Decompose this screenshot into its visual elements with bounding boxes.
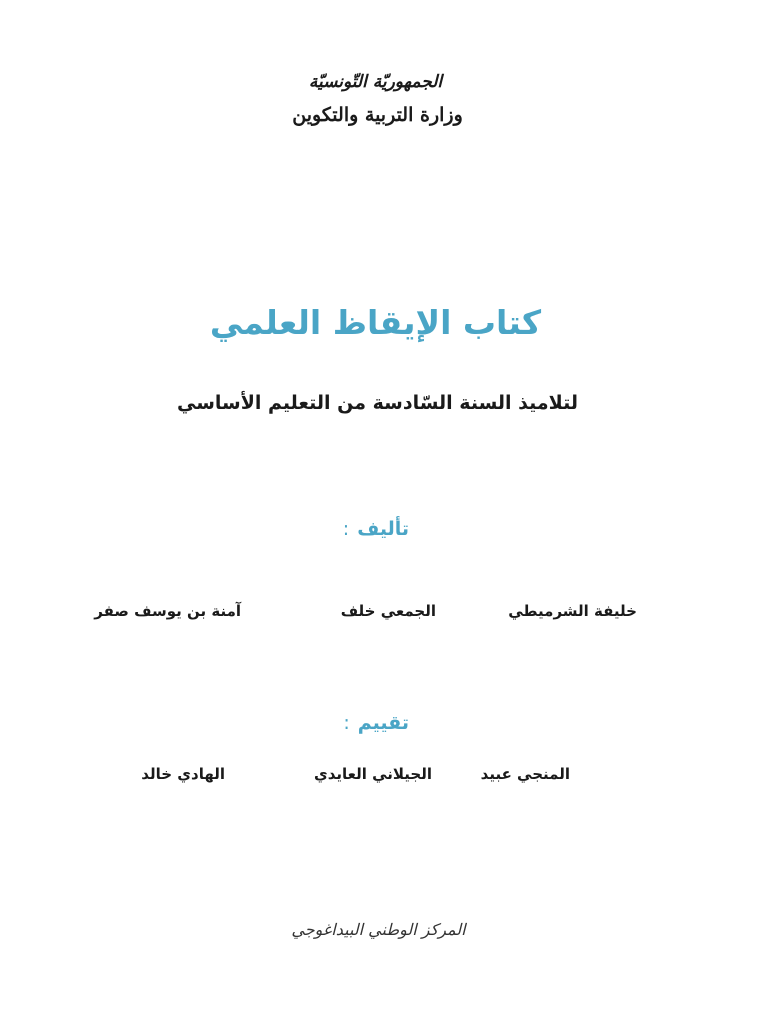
authoring-label [343,518,409,540]
authoring-label-colon: : [342,518,350,540]
evaluation-label-text: تقييم [357,712,409,734]
ministry-heading: وزارة التربية والتكوين [292,104,463,126]
evaluation-label [343,712,409,734]
evaluator-name: المنجي عبيد [480,765,570,783]
book-title: كتاب الإيقاظ العلمي [209,303,542,342]
evaluator-name: الجيلاني العايدي [313,765,432,783]
book-subtitle: لتلاميذ السنة السّادسة من التعليم الأساسي [176,392,578,414]
author-name: الجمعي خلف [340,602,436,620]
author-name: خليفة الشرميطي [508,602,637,620]
republic-heading: الجمهوريّة التّونسيّة [308,72,443,92]
author-name: آمنة بن يوسف صفر [94,602,241,620]
publisher-name: المركز الوطني البيداغوجي [291,920,466,939]
evaluation-label-colon: : [343,712,350,734]
authoring-label-text: تأليف [357,518,409,540]
evaluator-name: الهادي خالد [141,765,225,783]
